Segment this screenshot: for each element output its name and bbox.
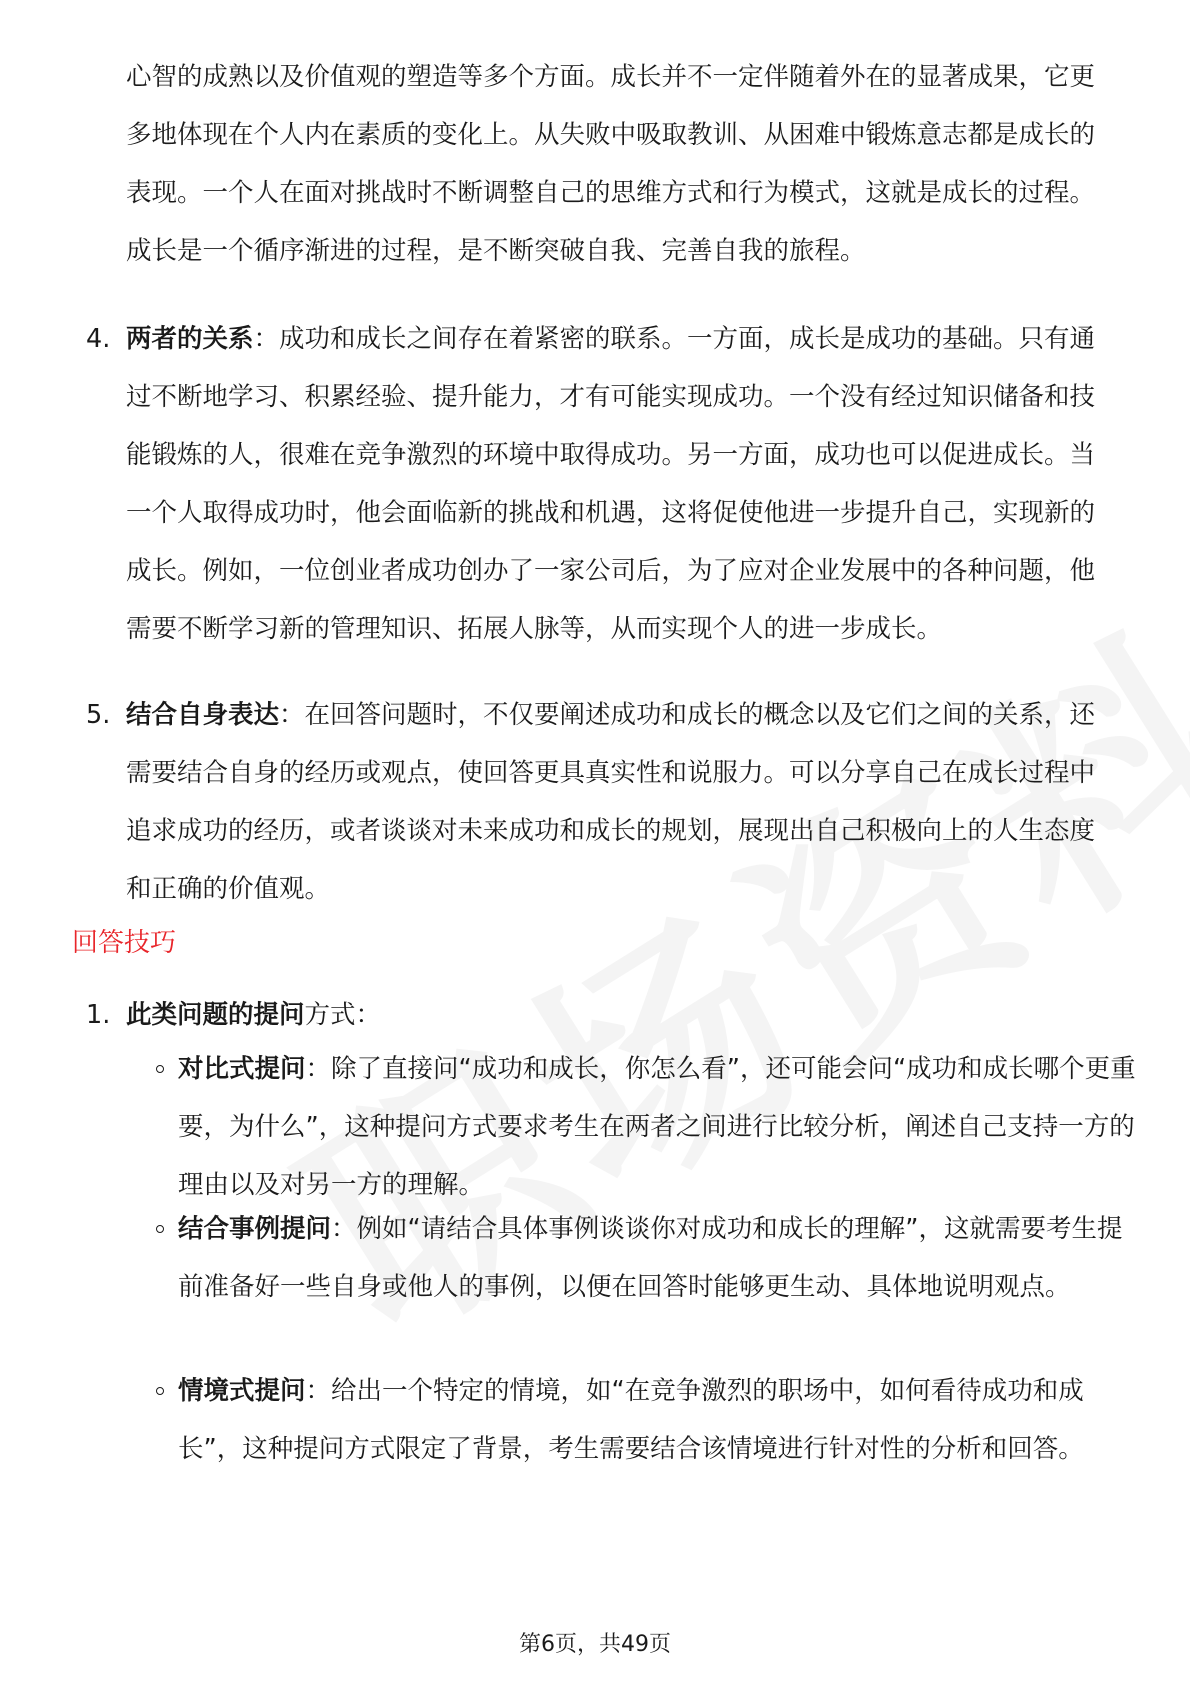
sub-item-text: ：给出一个特定的情境，如“在竞争激烈的职场中，如何看待成功和成长”，这种提问方式限定了背景，考生需要结合该情境进行针对性的分析和回答。 — [178, 1376, 1084, 1464]
list-item-text: 方式： — [304, 1000, 382, 1030]
sub-item-heading: 结合事例提问 — [178, 1214, 332, 1244]
list-item-heading: 此类问题的提问 — [126, 1000, 305, 1030]
sub-item-comparison — [178, 1040, 1138, 1214]
sub-item-situational — [178, 1362, 1138, 1478]
sub-item-heading: 情境式提问 — [178, 1376, 306, 1406]
intro-paragraph: 心智的成熟以及价值观的塑造等多个方面。成长并不一定伴随着外在的显著成果，它更多地体现在个人内在素质的变化上。从失败中吸取教训、从困难中锻炼意志都是成长的表现。一个人在面对挑战时不断调整自己的思维方式和行为模式，这就是成长的过程。成长是一个循序渐进的过程，是不断突破自我、完善自我的旅程。 — [126, 62, 1096, 266]
sub-item-text: ：例如“请结合具体事例谈谈你对成功和成长的理解”，这就需要考生提前准备好一些自身或他人的事例，以便在回答时能够更生动、具体地说明观点。 — [178, 1214, 1123, 1302]
bullet-icon — [154, 1200, 168, 1258]
tip-question-style — [126, 986, 1116, 1044]
sub-item-example — [178, 1200, 1138, 1316]
list-item-number: 4. — [86, 324, 111, 354]
list-item-number: 5. — [86, 700, 111, 730]
page-number: 第6页，共49页 — [519, 1632, 671, 1657]
section-title: 回答技巧 — [72, 928, 177, 958]
bullet-icon — [154, 1362, 168, 1420]
sub-item-heading: 对比式提问 — [178, 1054, 306, 1084]
list-item-text: ：成功和成长之间存在着紧密的联系。一方面，成长是成功的基础。只有通过不断地学习、积累经验、提升能力，才有可能实现成功。一个没有经过知识储备和技能锻炼的人，很难在竞争激烈的环境中取得成功。另一方面，成功也可以促进成长。当一个人取得成功时，他会面临新的挑战和机遇，这将促使他进一步提升自己，实现新的成长。例如，一位创业者成功创办了一家公司后，为了应对企业发展中的各种问题，他需要不断学习新的管理知识、拓展人脉等，从而实现个人的进一步成长。 — [126, 324, 1096, 644]
sub-item-text: ：除了直接问“成功和成长，你怎么看”，还可能会问“成功和成长哪个更重要，为什么”，这种提问方式要求考生在两者之间进行比较分析，阐述自己支持一方的理由以及对另一方的理解。 — [178, 1054, 1136, 1200]
list-item-number: 1. — [86, 1000, 111, 1030]
list-item-heading: 结合自身表达 — [126, 700, 280, 730]
list-item-heading: 两者的关系 — [126, 324, 254, 354]
list-item-relationship — [126, 310, 1116, 658]
bullet-icon — [154, 1040, 168, 1098]
list-item-self-expression — [126, 686, 1116, 918]
list-item-text: ：在回答问题时，不仅要阐述成功和成长的概念以及它们之间的关系，还需要结合自身的经历或观点，使回答更具真实性和说服力。可以分享自己在成长过程中追求成功的经历，或者谈谈对未来成功和成长的规划，展现出自己积极向上的人生态度和正确的价值观。 — [126, 700, 1096, 904]
